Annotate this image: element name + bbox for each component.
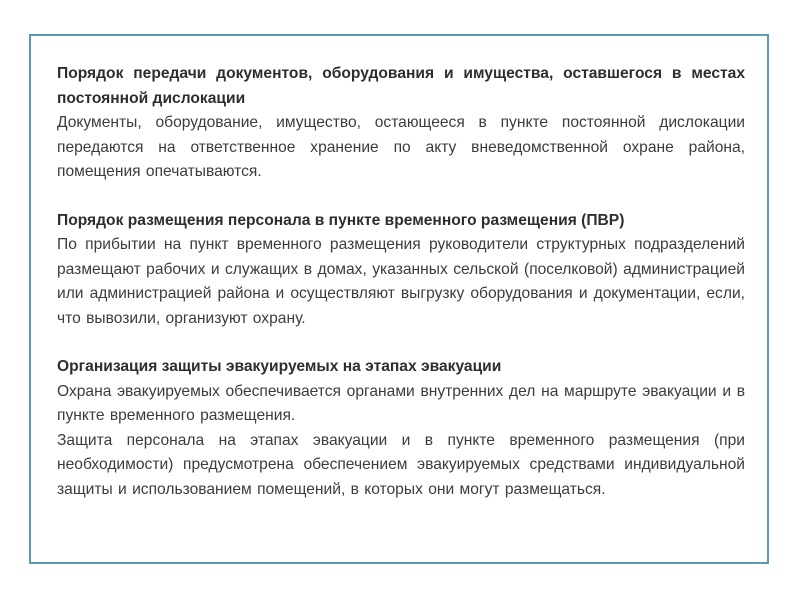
section-paragraph: По прибытии на пункт временного размещения руководители структурных подразделений размещают рабочих и служащих в домах, указанных сельской (поселковой) администрацией или администрацией района и осуществляют выгрузку оборудования и документации, если, что вывозили, организуют охрану. (57, 236, 745, 327)
section-paragraph: Защита персонала на этапах эвакуации и в пункте временного размещения (при необходимости) предусмотрена обеспечением эвакуируемых средствами индивидуальной защиты и использованием помещений, в которых они могут размещаться. (57, 431, 745, 498)
section-pvr-placement (57, 209, 745, 332)
section-heading: Порядок размещения персонала в пункте временного размещения (ПВР) (57, 211, 625, 229)
section-evacuee-protection (57, 355, 745, 502)
section-paragraph: Охрана эвакуируемых обеспечивается органами внутренних дел на маршруте эвакуации и в пункте временного размещения. (57, 382, 745, 424)
section-paragraph: Документы, оборудование, имущество, остающееся в пункте постоянной дислокации передаются на ответственное хранение по акту вневедомственной охране района, помещения опечатываются. (57, 114, 745, 180)
section-heading: Порядок передачи документов, оборудования и имущества, оставшегося в местах постоянной дислокации (57, 65, 745, 107)
slide-content (57, 62, 745, 502)
section-documents-transfer (57, 62, 745, 185)
section-heading: Организация защиты эвакуируемых на этапах эвакуации (57, 358, 502, 375)
